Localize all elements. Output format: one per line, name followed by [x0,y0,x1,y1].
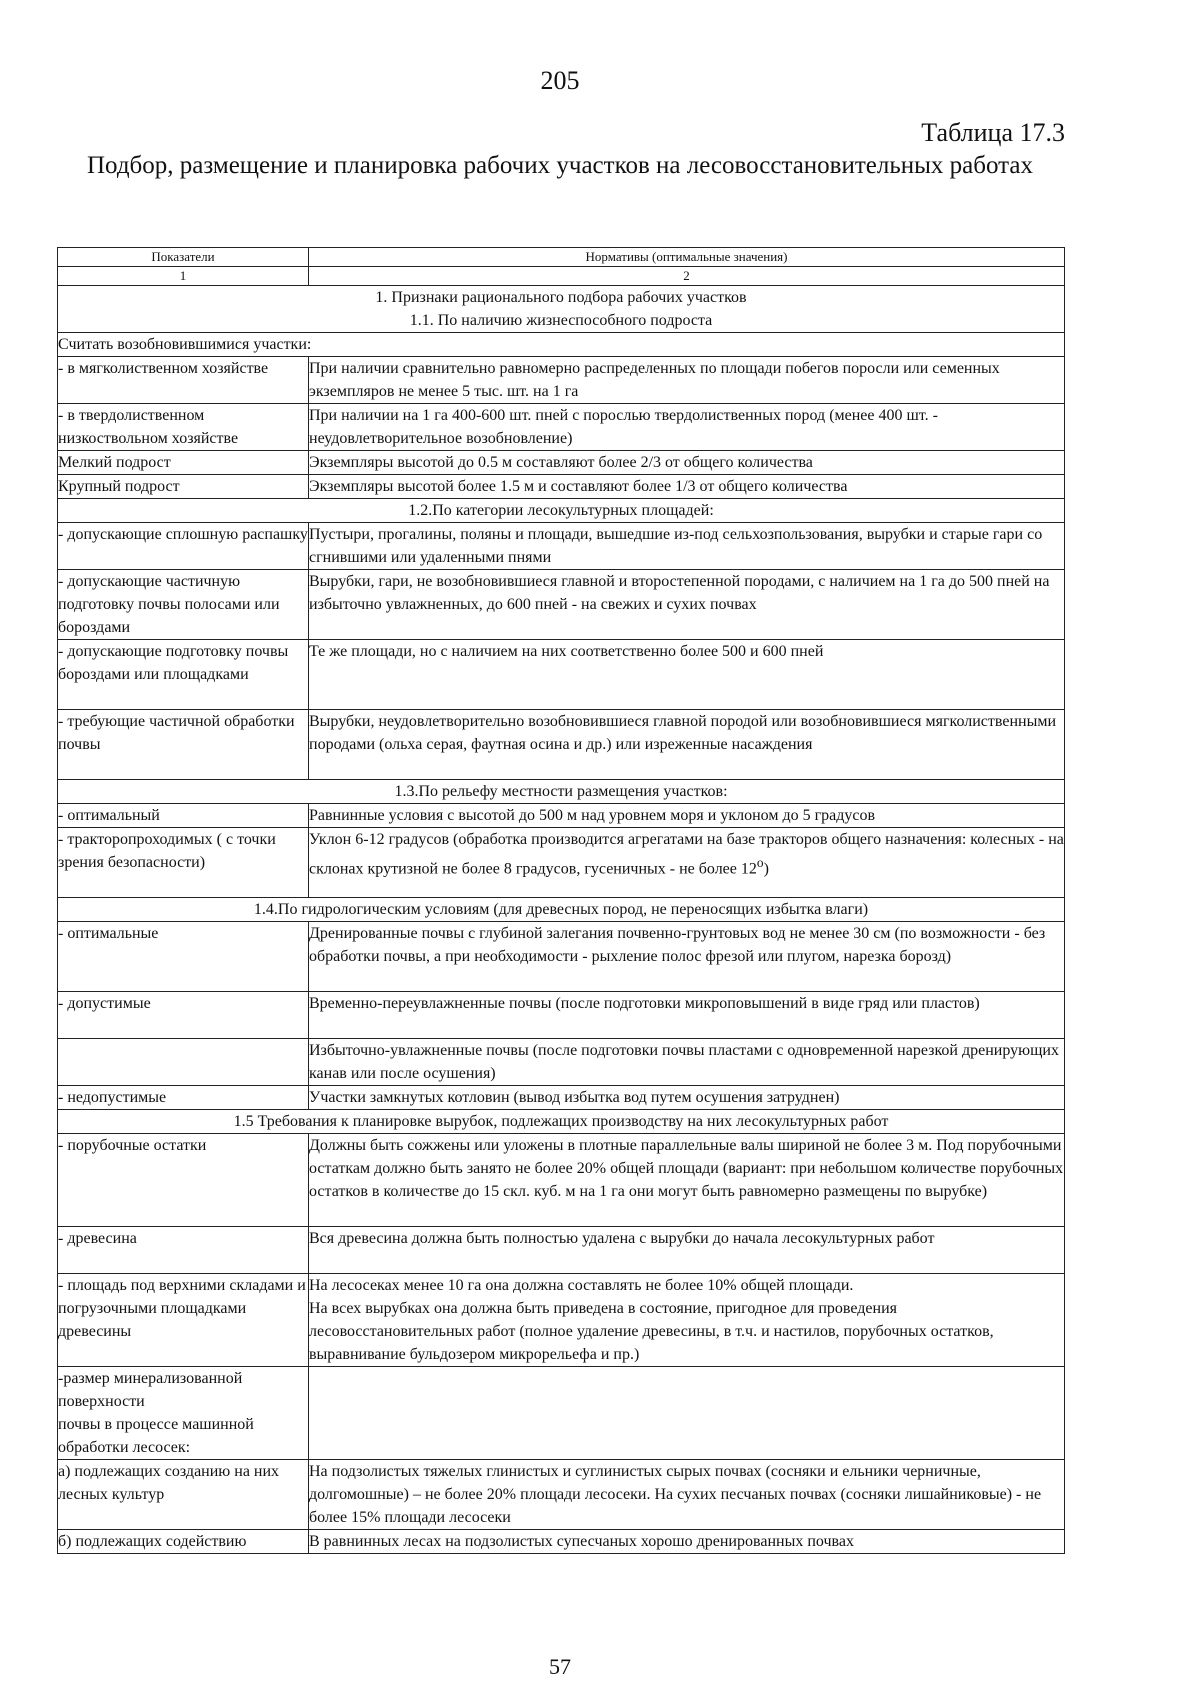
table-title: Подбор, размещение и планировка рабочих участков на лесовосстановительных работах [87,152,1033,179]
section-1-1-intro: Считать возобновившимися участки: [58,333,1065,357]
norm-cell: Равнинные условия с высотой до 500 м над уровнем моря и уклоном до 5 градусов [309,804,1065,828]
section-1-5-title: 1.5 Требования к планировке вырубок, подлежащих производству на них лесокультурных работ [58,1110,1065,1134]
table-row [58,1039,1065,1086]
table-row [58,523,1065,570]
table-row [58,992,1065,1039]
section-1-title: 1. Признаки рационального подбора рабочих участков [375,289,747,306]
table-row [58,1227,1065,1274]
indicator-cell: - допускающие частичную подготовку почвы полосами или бороздами [58,570,309,640]
table-row [58,333,1065,357]
table-row [58,1460,1065,1530]
table-row [58,357,1065,404]
norm-text-end: ) [763,860,769,878]
table-row [58,922,1065,992]
norm-cell: Участки замкнутых котловин (вывод избытка вод путем осушения затруднен) [309,1086,1065,1110]
table-row [58,451,1065,475]
norm-cell: Вся древесина должна быть полностью удалена с вырубки до начала лесокультурных работ [309,1227,1065,1274]
table-row [58,804,1065,828]
section-1-1-title: 1.1. По наличию жизнеспособного подроста [409,312,713,329]
indicator-cell: - порубочные остатки [58,1134,309,1227]
column-number-1: 1 [58,267,309,286]
table-label: Таблица 17.3 [921,118,1065,147]
indicator-cell: - допускающие сплошную распашку [58,523,309,570]
indicator-text-cont: почвы в процессе машинной обработки лесосек: [58,1416,254,1456]
table-row [58,828,1065,898]
indicator-cell: - допустимые [58,992,309,1039]
table-row [58,1367,1065,1460]
column-number-2: 2 [309,267,1065,286]
indicator-cell [58,1367,309,1460]
table-row [58,404,1065,451]
indicator-cell: - площадь под верхними складами и погрузочными площадками древесины [58,1274,309,1367]
table-row [58,570,1065,640]
norm-cell: Временно-переувлажненные почвы (после подготовки микроповышений в виде гряд или пластов) [309,992,1065,1039]
table-row [58,1134,1065,1227]
norm-cell: Избыточно-увлажненные почвы (после подготовки почвы пластами с одновременной нарезкой дренирующих канав или после осушения) [309,1039,1065,1086]
table-row [58,710,1065,780]
header-indicators: Показатели [58,248,309,267]
section-1-4-title: 1.4.По гидрологическим условиям (для древесных пород, не переносящих избытка влаги) [58,898,1065,922]
norm-cell [309,828,1065,898]
indicator-cell: - оптимальные [58,922,309,992]
norm-cell: В равнинных лесах на подзолистых супесчаных хорошо дренированных почвах [309,1530,1065,1554]
norm-text: Уклон 6-12 градусов (обработка производится агрегатами на базе тракторов общего назначения: колесных - на склонах крутизной не более 8 градусов, гусеничных - не более 12 [309,831,1064,878]
norm-cell: На подзолистых тяжелых глинистых и суглинистых сырых почвах (сосняки и ельники черничные, долгомошные) – не более 20% площади лесосеки. На сухих песчаных почвах (сосняки лишайниковые) - не более 15% площади лесосеки [309,1460,1065,1530]
page-number-top: 205 [540,66,580,95]
table-row [58,898,1065,922]
norm-cell: Должны быть сожжены или уложены в плотные параллельные валы шириной не более 3 м. Под порубочными остаткам должно быть занято не более 20% общей площади (вариант: при небольшом количестве порубочных остатков в количестве до 15 скл. куб. м на 1 га они могут быть равномерно размещены по вырубке) [309,1134,1065,1227]
indicator-cell: - оптимальный [58,804,309,828]
indicator-cell: - допускающие подготовку почвы бороздами или площадками [58,640,309,710]
section-1-3-title: 1.3.По рельефу местности размещения участков: [58,780,1065,804]
norm-cell: Те же площади, но с наличием на них соответственно более 500 и 600 пней [309,640,1065,710]
table-row [58,475,1065,499]
norm-cell [309,1274,1065,1367]
indicator-cell: - требующие частичной обработки почвы [58,710,309,780]
indicator-cell: Мелкий подрост [58,451,309,475]
norm-text: На лесосеках менее 10 га она должна составлять не более 10% общей площади. [309,1277,854,1294]
indicator-cell: Крупный подрост [58,475,309,499]
norm-cell: При наличии сравнительно равномерно распределенных по площади побегов поросли или семенных экземпляров не менее 5 тыс. шт. на 1 га [309,357,1065,404]
section-heading [58,286,1065,333]
header-row [58,248,1065,267]
norm-cell: Пустыри, прогалины, поляны и площади, вышедшие из-под сельхозпользования, вырубки и старые гари со сгнившими или удаленными пнями [309,523,1065,570]
table-row [58,640,1065,710]
norm-cell: Вырубки, неудовлетворительно возобновившиеся главной породой или возобновившиеся мягколиственными породами (ольха серая, фаутная осина и др.) или изреженные насаждения [309,710,1065,780]
norm-cell: Экземпляры высотой до 0.5 м составляют более 2/3 от общего количества [309,451,1065,475]
norm-text-cont: На всех вырубках она должна быть приведена в состояние, пригодное для проведения лесовосстановительных работ (полное удаление древесины, в т.ч. и настилов, порубочных остатков, выравнивание бульдозером микрорельефа и пр.) [309,1300,994,1363]
indicator-cell: - в мягколиственном хозяйстве [58,357,309,404]
norm-cell: При наличии на 1 га 400-600 шт. пней с порослью твердолиственных пород (менее 400 шт. - неудовлетворительное возобновление) [309,404,1065,451]
norm-cell: Вырубки, гари, не возобновившиеся главной и второстепенной породами, с наличием на 1 га до 500 пней на избыточно увлажненных, до 600 пней - на свежих и сухих почвах [309,570,1065,640]
degree-mark: о [756,855,764,870]
table-row [58,1110,1065,1134]
indicator-cell [58,1039,309,1086]
indicator-text: -размер минерализованной поверхности [58,1370,243,1410]
table-row [58,780,1065,804]
indicator-cell: - недопустимые [58,1086,309,1110]
table-row [58,1086,1065,1110]
table-row [58,1274,1065,1367]
page-number-bottom: 57 [549,1654,571,1679]
section-heading-row [58,286,1065,333]
table-row [58,1530,1065,1554]
norms-table [57,247,1065,1554]
indicator-cell: а) подлежащих созданию на них лесных культур [58,1460,309,1530]
table-row [58,499,1065,523]
header-norms: Нормативы (оптимальные значения) [309,248,1065,267]
norm-cell: Экземпляры высотой более 1.5 м и составляют более 1/3 от общего количества [309,475,1065,499]
indicator-cell: - в твердолиственном низкоствольном хозяйстве [58,404,309,451]
section-1-2-title: 1.2.По категории лесокультурных площадей: [58,499,1065,523]
indicator-cell: б) подлежащих содействию [58,1530,309,1554]
indicator-cell: - тракторопроходимых ( с точки зрения безопасности) [58,828,309,898]
norm-cell: Дренированные почвы с глубиной залегания почвенно-грунтовых вод не менее 30 см (по возможности - без обработки почвы, а при необходимости - рыхление полос фрезой или плугом, нарезка борозд) [309,922,1065,992]
indicator-cell: - древесина [58,1227,309,1274]
column-number-row [58,267,1065,286]
norm-cell [309,1367,1065,1460]
